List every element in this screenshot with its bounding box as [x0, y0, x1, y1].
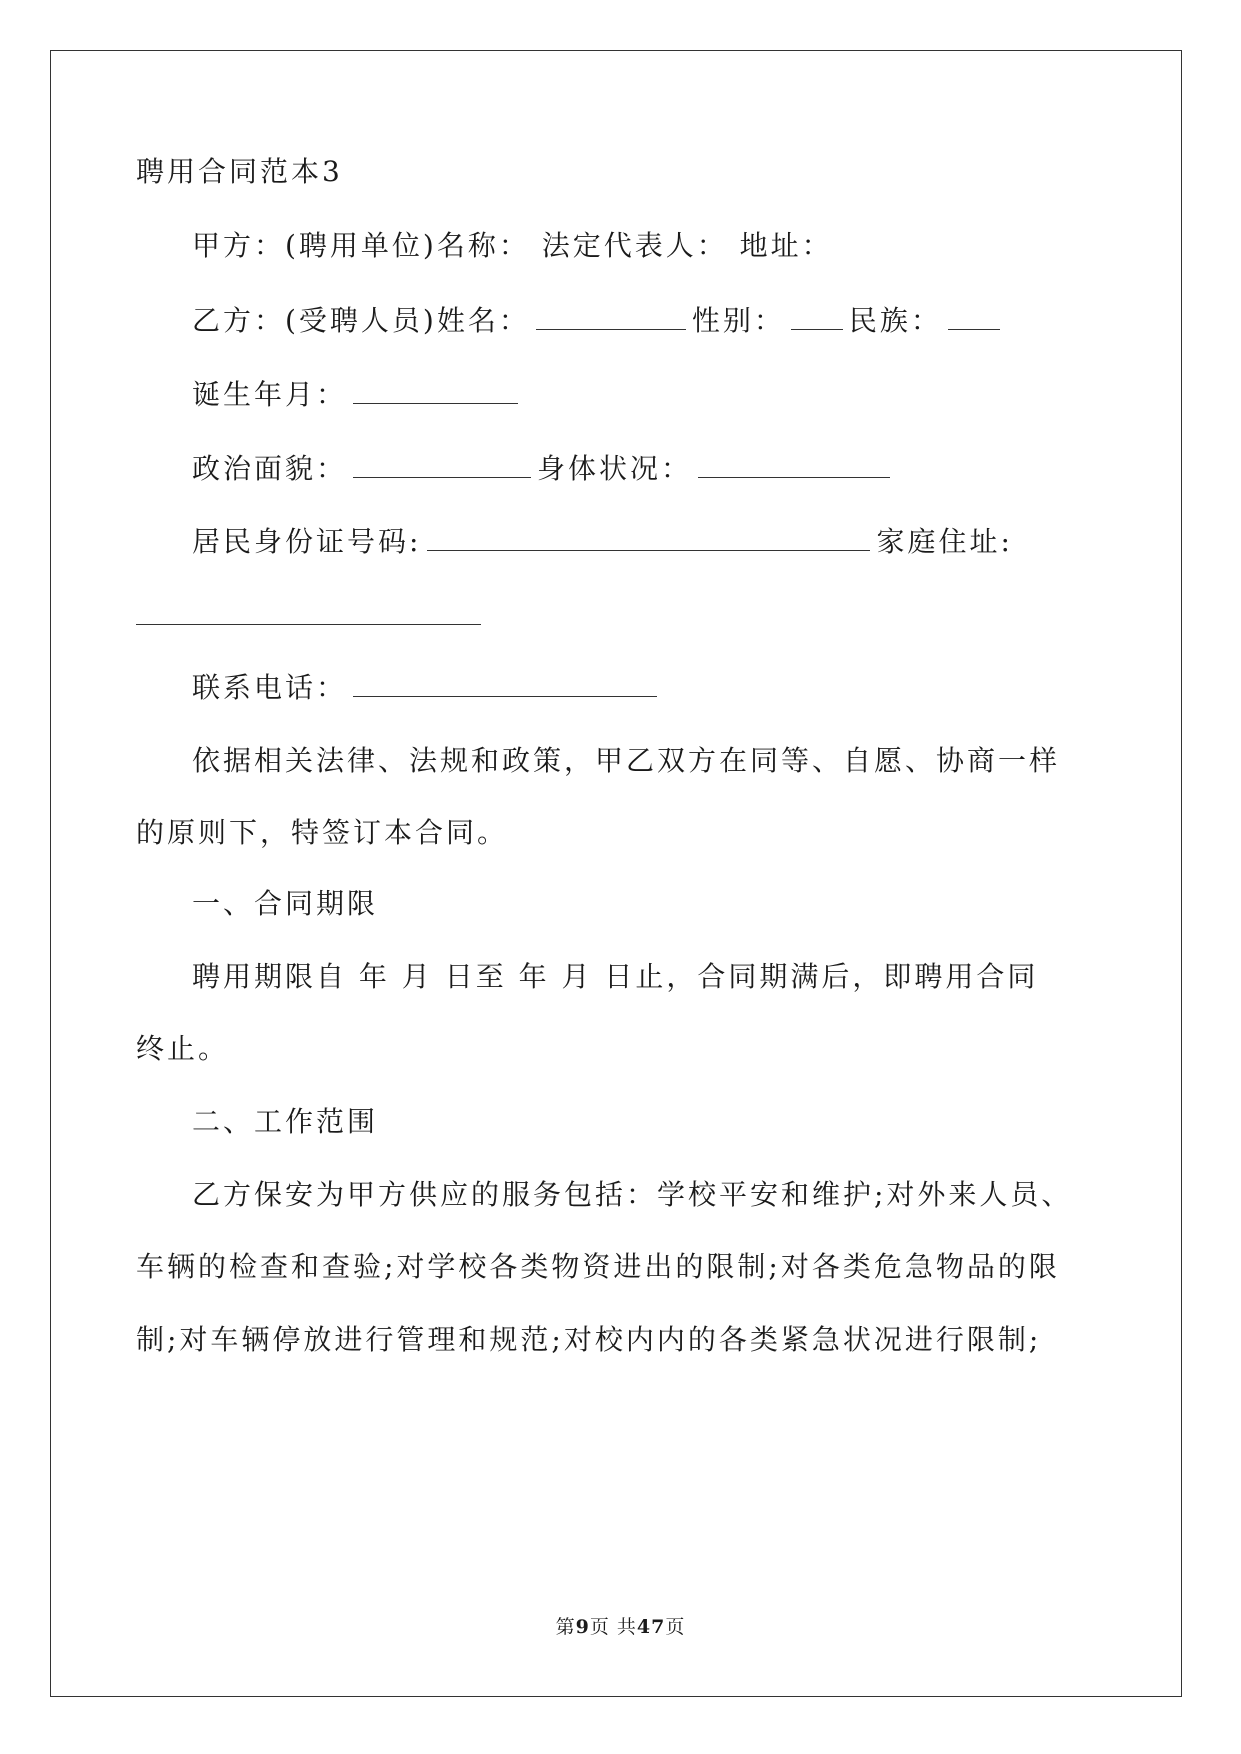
footer-suffix: 页 — [665, 1616, 686, 1638]
id-label: 居民身份证号码: — [192, 525, 422, 558]
section-2-line-1: 乙方保安为甲方供应的服务包括：学校平安和维护;对外来人员、 — [192, 1178, 1073, 1211]
party-a-line: 甲方：(聘用单位)名称： 法定代表人： 地址： — [192, 229, 833, 262]
ethnic-label: 民族： — [848, 304, 942, 337]
phone-blank — [353, 672, 657, 697]
intro-paragraph-line-2: 的原则下，特签订本合同。 — [136, 816, 509, 849]
ethnic-blank — [948, 305, 1000, 330]
id-blank — [427, 526, 870, 551]
document-title: 聘用合同范本3 — [136, 155, 343, 188]
birth-label: 诞生年月： — [192, 378, 348, 411]
section-2-title: 二、工作范围 — [192, 1105, 379, 1138]
name-blank — [536, 305, 686, 330]
footer-mid: 页 共 — [589, 1616, 637, 1638]
political-health-line — [192, 449, 896, 489]
section-1-title: 一、合同期限 — [192, 887, 379, 920]
address-blank-line — [136, 596, 481, 636]
id-address-line — [192, 522, 1013, 562]
health-blank — [698, 453, 890, 478]
political-label: 政治面貌： — [192, 452, 348, 485]
intro-paragraph-line-1: 依据相关法律、法规和政策，甲乙双方在同等、自愿、协商一样 — [192, 744, 1061, 777]
birth-line — [192, 375, 524, 415]
section-1-line-2: 终止。 — [136, 1032, 230, 1065]
section-1-line-1: 聘用期限自 年 月 日至 年 月 日止，合同期满后，即聘用合同 — [192, 960, 1039, 993]
phone-label: 联系电话： — [192, 671, 348, 704]
section-2-line-3: 制;对车辆停放进行管理和规范;对校内内的各类紧急状况进行限制; — [136, 1323, 1042, 1356]
health-label: 身体状况： — [537, 452, 693, 485]
section-2-line-2: 车辆的检查和查验;对学校各类物资进出的限制;对各类危急物品的限 — [136, 1250, 1060, 1283]
address-blank — [136, 600, 481, 625]
page-border — [50, 50, 1182, 1697]
party-b-line — [192, 301, 1006, 341]
footer-page-number: 9 — [575, 1616, 590, 1638]
phone-line — [192, 668, 663, 708]
political-blank — [353, 453, 531, 478]
gender-label: 性别： — [691, 304, 785, 337]
footer-page-total: 47 — [636, 1616, 666, 1638]
footer-prefix: 第 — [555, 1616, 576, 1638]
party-b-label: 乙方：(受聘人员)姓名： — [192, 304, 530, 337]
address-label: 家庭住址: — [876, 525, 1013, 558]
gender-blank — [791, 305, 843, 330]
page-footer — [0, 1612, 1241, 1639]
birth-blank — [353, 379, 518, 404]
